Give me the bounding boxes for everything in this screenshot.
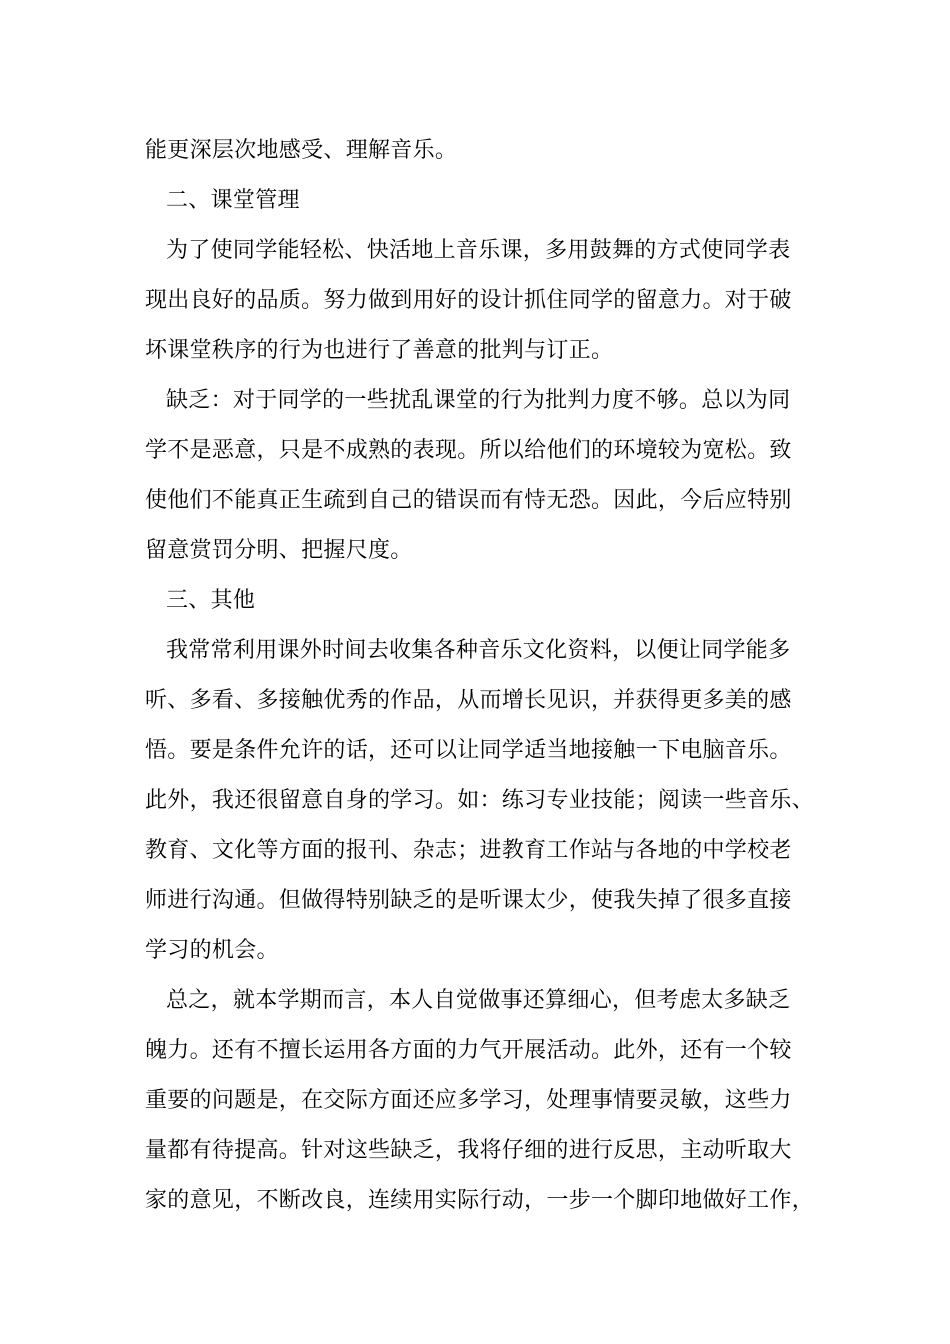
text-line: 量都有待提高。针对这些缺乏，我将仔细的进行反思，主动听取大: [145, 1138, 792, 1163]
text-line: 现出良好的品质。努力做到用好的设计抓住同学的留意力。对于破: [145, 288, 792, 313]
text-line: 家的意见，不断改良，连续用实际行动，一步一个脚印地做好工作，: [145, 1188, 815, 1213]
text-line: 听、多看、多接触优秀的作品，从而增长见识，并获得更多美的感: [145, 688, 792, 713]
text-line: 学不是恶意，只是不成熟的表现。所以给他们的环境较为宽松。致: [145, 438, 792, 463]
text-line: 坏课堂秩序的行为也进行了善意的批判与订正。: [145, 338, 614, 363]
text-line: 使他们不能真正生疏到自己的错误而有恃无恐。因此，今后应特别: [145, 488, 792, 513]
text-line: 留意赏罚分明、把握尺度。: [145, 538, 413, 563]
text-line: 此外，我还很留意自身的学习。如：练习专业技能；阅读一些音乐、: [145, 788, 815, 813]
text-line: 能更深层次地感受、理解音乐。: [145, 138, 458, 163]
text-line: 重要的问题是，在交际方面还应多学习，处理事情要灵敏，这些力: [145, 1088, 792, 1113]
text-line: 悟。要是条件允许的话，还可以让同学适当地接触一下电脑音乐。: [145, 738, 792, 763]
section-heading: 二、课堂管理: [166, 188, 300, 213]
text-line: 学习的机会。: [145, 938, 279, 963]
text-line: 为了使同学能轻松、快活地上音乐课，多用鼓舞的方式使同学表: [166, 238, 791, 263]
text-line: 我常常利用课外时间去收集各种音乐文化资料，以便让同学能多: [166, 638, 791, 663]
text-line: 师进行沟通。但做得特别缺乏的是听课太少，使我失掉了很多直接: [145, 888, 792, 913]
text-line: 魄力。还有不擅长运用各方面的力气开展活动。此外，还有一个较: [145, 1038, 792, 1063]
text-line: 总之，就本学期而言，本人自觉做事还算细心，但考虑太多缺乏: [166, 988, 791, 1013]
text-line: 缺乏：对于同学的一些扰乱课堂的行为批判力度不够。总以为同: [166, 388, 791, 413]
section-heading: 三、其他: [166, 588, 256, 613]
text-line: 教育、文化等方面的报刊、杂志；进教育工作站与各地的中学校老: [145, 838, 792, 863]
